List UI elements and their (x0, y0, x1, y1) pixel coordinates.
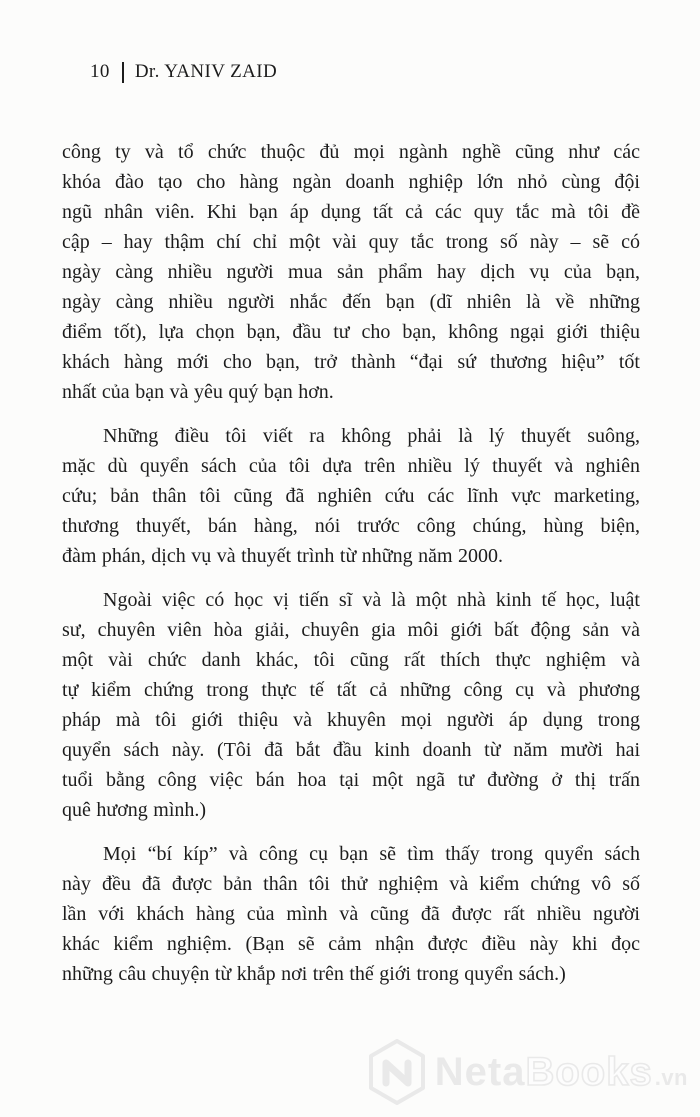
text-line: quê hương mình.) (62, 799, 207, 821)
text-line: cứu; bản thân tôi cũng đã nghiên cứu các lĩnh vực marketing, (62, 485, 640, 507)
text-line: những câu chuyện từ khắp nơi trên thế giới trong quyển sách.) (62, 963, 566, 985)
text-line: Ngoài việc có học vị tiến sĩ và là một nhà kinh tế học, luật (103, 589, 640, 611)
text-line: quyển sách này. (Tôi đã bắt đầu kinh doanh từ năm mười hai (62, 739, 640, 761)
text-line: khác kiểm nghiệm. (Bạn sẽ cảm nhận được điều này khi đọc (62, 933, 640, 955)
text-line: mặc dù quyển sách của tôi dựa trên nhiều lý thuyết và nghiên (62, 455, 640, 477)
text-line: này đều đã được bản thân tôi thử nghiệm và kiểm chứng vô số (62, 873, 640, 895)
text-line: ngũ nhân viên. Khi bạn áp dụng tất cả các quy tắc mà tôi đề (62, 201, 640, 223)
text-line: khách hàng mới cho bạn, trở thành “đại sứ thương hiệu” tốt (62, 351, 640, 373)
text-line: một vài chức danh khác, tôi cũng rất thích thực nghiệm và (62, 649, 640, 671)
paragraph (62, 137, 640, 407)
netabooks-hexagon-logo-icon (368, 1039, 426, 1105)
text-line: đàm phán, dịch vụ và thuyết trình từ những năm 2000. (62, 545, 504, 567)
text-line: pháp mà tôi giới thiệu và khuyên mọi người áp dụng trong (62, 709, 640, 731)
text-line: tuổi bằng công việc bán hoa tại một ngã tư đường ở thị trấn (62, 769, 640, 791)
watermark-brand-neta: Neta (434, 1049, 526, 1094)
text-line: khóa đào tạo cho hàng ngàn doanh nghiệp lớn nhỏ cùng đội (62, 171, 640, 193)
text-line: Những điều tôi viết ra không phải là lý thuyết suông, (103, 425, 640, 447)
page-header (90, 60, 640, 84)
page-body (62, 137, 640, 989)
text-line: Mọi “bí kíp” và công cụ bạn sẽ tìm thấy trong quyển sách (103, 843, 640, 865)
text-line: ngày càng nhiều người mua sản phẩm hay dịch vụ của bạn, (62, 261, 640, 283)
text-line: tự kiểm chứng trong thực tế tất cả những công cụ và phương (62, 679, 640, 701)
watermark-text (435, 1050, 688, 1095)
header-divider (122, 62, 124, 83)
page-number: 10 (90, 61, 110, 82)
text-line: ngày càng nhiều người nhắc đến bạn (dĩ nhiên là về những (62, 291, 640, 313)
watermark-tld: .vn (654, 1065, 688, 1090)
watermark-brand-books: Books (525, 1049, 653, 1094)
text-line: điểm tốt), lựa chọn bạn, đầu tư cho bạn, không ngại giới thiệu (62, 321, 640, 343)
paragraph (62, 839, 640, 989)
text-line: thương thuyết, bán hàng, nói trước công chúng, hùng biện, (62, 515, 640, 537)
text-line: công ty và tổ chức thuộc đủ mọi ngành nghề cũng như các (62, 141, 640, 163)
text-line: sư, chuyên viên hòa giải, chuyên gia môi giới bất động sản và (62, 619, 640, 641)
text-line: cập – hay thậm chí chỉ một vài quy tắc trong số này – sẽ có (62, 231, 640, 253)
running-head-author: Dr. YANIV ZAID (134, 61, 278, 82)
text-line: lần với khách hàng của mình và cũng đã được rất nhiều người (62, 903, 640, 925)
paragraph (62, 585, 640, 825)
text-line: nhất của bạn và yêu quý bạn hơn. (62, 381, 334, 403)
watermark (368, 1039, 688, 1105)
paragraph (62, 421, 640, 571)
